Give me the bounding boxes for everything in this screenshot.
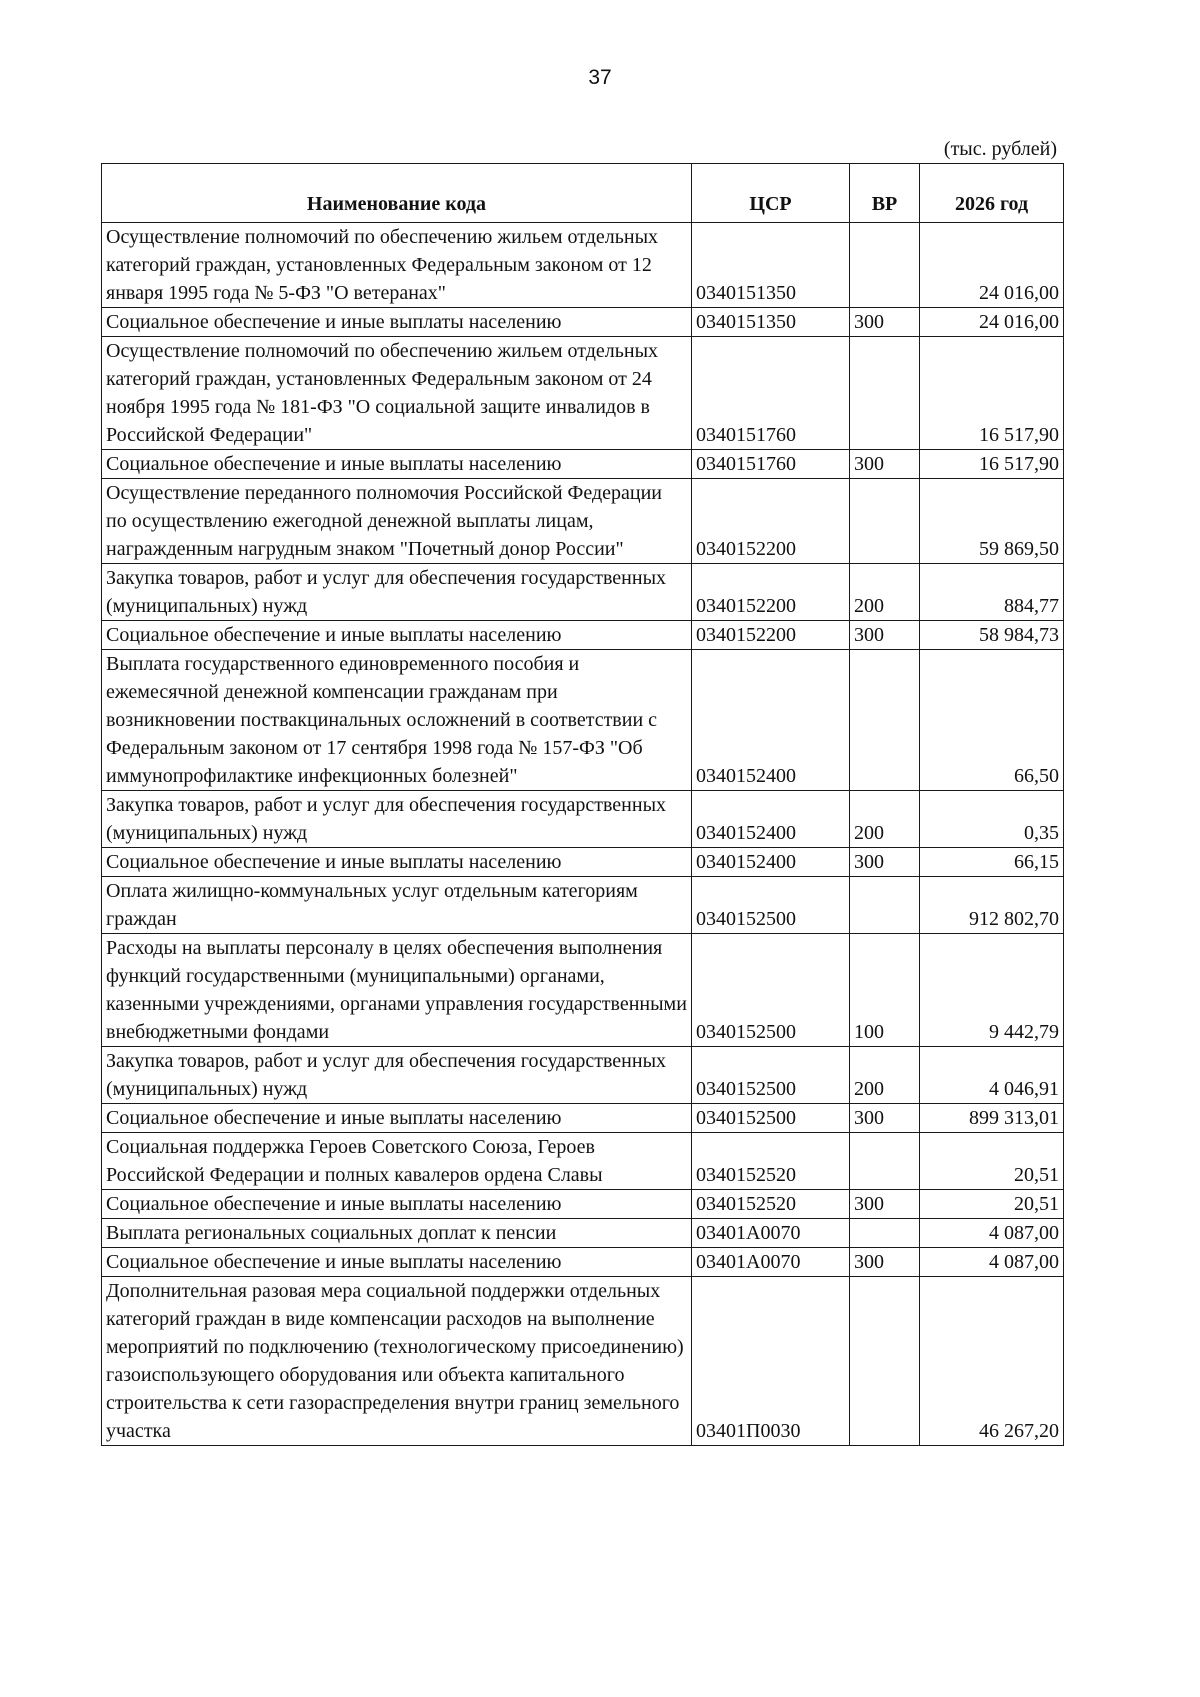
table-row [102,877,1064,934]
row-name: Социальное обеспечение и иные выплаты населению [102,1190,692,1219]
table-row [102,1277,1064,1446]
row-csr: 0340151760 [692,450,850,479]
table-row [102,934,1064,1047]
row-amount: 4 087,00 [920,1219,1064,1248]
row-vr: 200 [850,791,920,848]
row-name: Социальное обеспечение и иные выплаты населению [102,308,692,337]
table-row [102,337,1064,450]
header-vr: ВР [850,164,920,223]
row-amount: 9 442,79 [920,934,1064,1047]
table-row [102,564,1064,621]
units-label: (тыс. рублей) [943,138,1057,160]
row-vr: 300 [850,308,920,337]
table-row [102,848,1064,877]
row-vr [850,650,920,791]
row-vr: 200 [850,1047,920,1104]
row-amount: 0,35 [920,791,1064,848]
row-csr: 0340152500 [692,1047,850,1104]
row-amount: 4 087,00 [920,1248,1064,1277]
table-row [102,650,1064,791]
row-name: Расходы на выплаты персоналу в целях обеспечения выполнения функций государственными (муниципальными) органами, казенными учреждениями, органами управления государственными внебюджетными фондами [102,934,692,1047]
table-row [102,223,1064,308]
row-amount: 66,15 [920,848,1064,877]
budget-table [101,163,1064,1446]
row-csr: 0340151760 [692,337,850,450]
row-vr [850,1219,920,1248]
row-csr: 0340151350 [692,223,850,308]
row-name: Социальное обеспечение и иные выплаты населению [102,1104,692,1133]
table-row [102,450,1064,479]
row-amount: 20,51 [920,1190,1064,1219]
row-amount: 24 016,00 [920,308,1064,337]
row-csr: 0340152500 [692,934,850,1047]
row-amount: 912 802,70 [920,877,1064,934]
row-name: Социальное обеспечение и иные выплаты населению [102,848,692,877]
row-amount: 59 869,50 [920,479,1064,564]
table-row [102,1104,1064,1133]
row-name: Осуществление полномочий по обеспечению жильем отдельных категорий граждан, установленных Федеральным законом от 24 ноября 1995 года № 181-ФЗ "О социальной защите инвалидов в Российской Федерации" [102,337,692,450]
row-vr [850,479,920,564]
row-amount: 16 517,90 [920,450,1064,479]
row-csr: 03401П0030 [692,1277,850,1446]
row-name: Социальная поддержка Героев Советского Союза, Героев Российской Федерации и полных кавалеров ордена Славы [102,1133,692,1190]
page-number: 37 [588,66,612,89]
row-amount: 16 517,90 [920,337,1064,450]
table-row [102,1047,1064,1104]
row-amount: 884,77 [920,564,1064,621]
row-name: Закупка товаров, работ и услуг для обеспечения государственных (муниципальных) нужд [102,564,692,621]
row-vr: 300 [850,621,920,650]
row-name: Оплата жилищно-коммунальных услуг отдельным категориям граждан [102,877,692,934]
row-name: Выплата государственного единовременного пособия и ежемесячной денежной компенсации гражданам при возникновении поствакцинальных осложнений в соответствии с Федеральным законом от 17 сентября 1998 года № 157-ФЗ "Об иммунопрофилактике инфекционных болезней" [102,650,692,791]
row-csr: 0340152520 [692,1190,850,1219]
table-row [102,1219,1064,1248]
row-amount: 4 046,91 [920,1047,1064,1104]
table-row [102,308,1064,337]
table-row [102,1133,1064,1190]
table-row [102,1190,1064,1219]
row-vr [850,1277,920,1446]
table-row [102,1248,1064,1277]
row-vr [850,877,920,934]
row-name: Осуществление переданного полномочия Российской Федерации по осуществлению ежегодной денежной выплаты лицам, награжденным нагрудным знаком "Почетный донор России" [102,479,692,564]
row-csr: 0340152200 [692,621,850,650]
row-csr: 03401А0070 [692,1248,850,1277]
row-csr: 0340152200 [692,479,850,564]
row-name: Социальное обеспечение и иные выплаты населению [102,450,692,479]
row-vr [850,337,920,450]
table-row [102,621,1064,650]
row-name: Социальное обеспечение и иные выплаты населению [102,621,692,650]
row-csr: 0340152400 [692,650,850,791]
header-name: Наименование кода [102,164,692,223]
row-amount: 20,51 [920,1133,1064,1190]
row-vr [850,1133,920,1190]
row-csr: 0340152400 [692,791,850,848]
row-name: Дополнительная разовая мера социальной поддержки отдельных категорий граждан в виде компенсации расходов на выполнение мероприятий по подключению (технологическому присоединению) газоиспользующего оборудования или объекта капитального строительства к сети газораспределения внутри границ земельного участка [102,1277,692,1446]
row-csr: 0340152400 [692,848,850,877]
row-amount: 66,50 [920,650,1064,791]
row-csr: 0340152500 [692,877,850,934]
row-name: Закупка товаров, работ и услуг для обеспечения государственных (муниципальных) нужд [102,791,692,848]
table-header [102,164,1064,223]
row-amount: 899 313,01 [920,1104,1064,1133]
row-vr: 200 [850,564,920,621]
table-body [102,223,1064,1446]
table-row [102,791,1064,848]
row-csr: 0340151350 [692,308,850,337]
row-csr: 0340152200 [692,564,850,621]
row-vr: 300 [850,1104,920,1133]
row-amount: 46 267,20 [920,1277,1064,1446]
row-name: Выплата региональных социальных доплат к пенсии [102,1219,692,1248]
row-amount: 24 016,00 [920,223,1064,308]
row-csr: 0340152500 [692,1104,850,1133]
header-row [102,164,1064,223]
row-vr: 100 [850,934,920,1047]
row-vr: 300 [850,450,920,479]
row-vr: 300 [850,848,920,877]
row-name: Социальное обеспечение и иные выплаты населению [102,1248,692,1277]
table-row [102,479,1064,564]
row-amount: 58 984,73 [920,621,1064,650]
row-name: Закупка товаров, работ и услуг для обеспечения государственных (муниципальных) нужд [102,1047,692,1104]
row-name: Осуществление полномочий по обеспечению жильем отдельных категорий граждан, установленных Федеральным законом от 12 января 1995 года № 5-ФЗ "О ветеранах" [102,223,692,308]
row-csr: 03401А0070 [692,1219,850,1248]
row-vr: 300 [850,1248,920,1277]
header-year: 2026 год [920,164,1064,223]
row-vr: 300 [850,1190,920,1219]
row-vr [850,223,920,308]
row-csr: 0340152520 [692,1133,850,1190]
header-csr: ЦСР [692,164,850,223]
